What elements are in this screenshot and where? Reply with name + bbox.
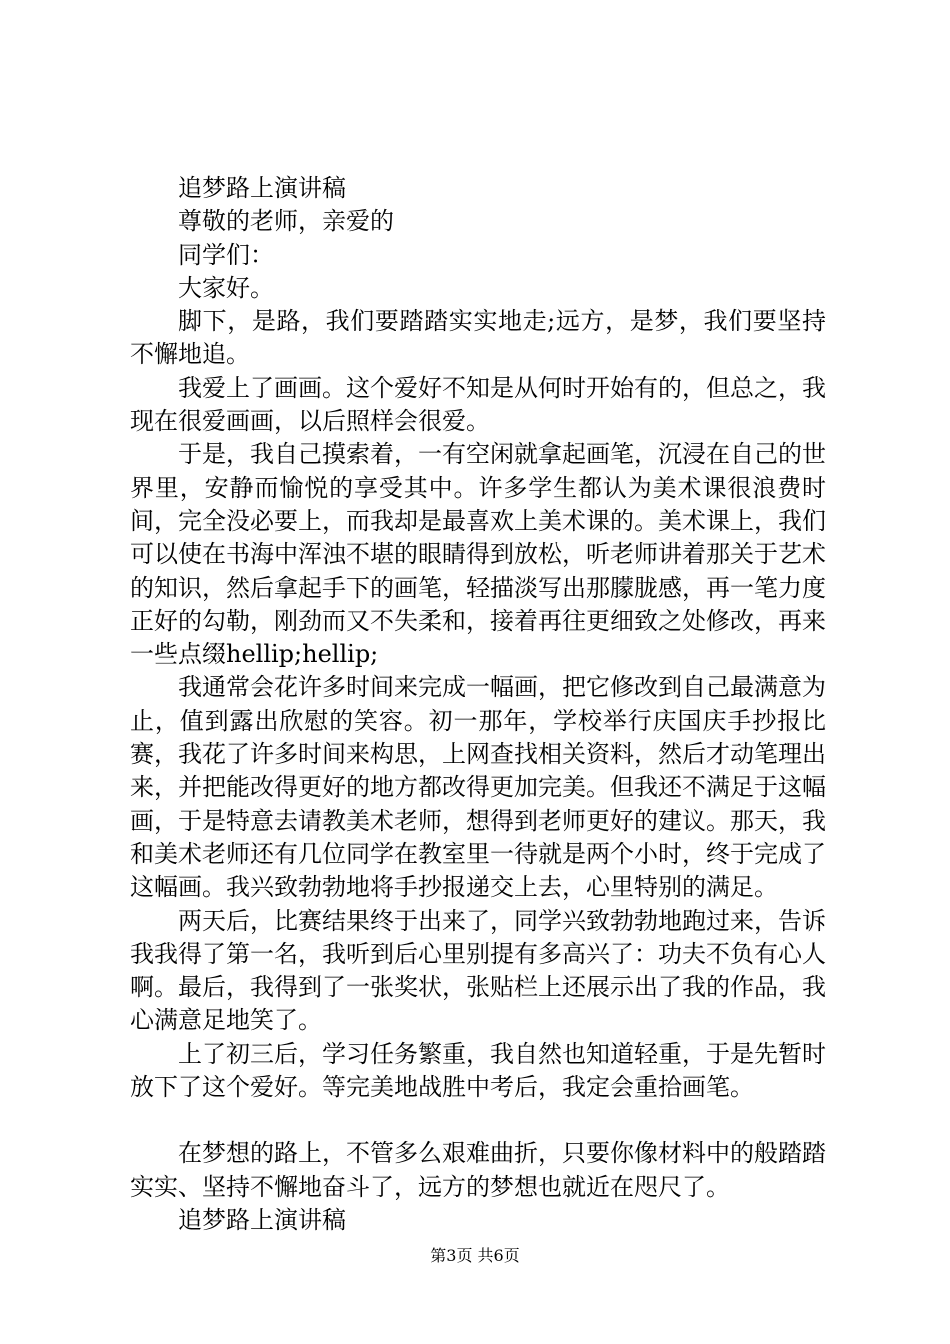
document-title: 追梦路上演讲稿 (178, 174, 346, 202)
salutation-line-1: 尊敬的老师，亲爱的 (178, 207, 394, 236)
document-body (130, 172, 826, 1237)
paragraph-6: 上了初三后，学习任务繁重，我自然也知道轻重，于是先暂时放下了这个爱好。等完美地战胜中考后，我定会重拾画笔。 (130, 1039, 826, 1102)
closing-title: 追梦路上演讲稿 (178, 1205, 346, 1234)
paragraph-3: 于是，我自己摸索着，一有空闲就拿起画笔，沉浸在自己的世界里，安静而愉悦的享受其中。许多学生都认为美术课很浪费时间，完全没必要上，而我却是最喜欢上美术课的。美术课上，我们可以使在书海中浑浊不堪的眼睛得到放松，听老师讲着那关于艺术的知识，然后拿起手下的画笔，轻描淡写出那朦胧感，再一笔力度正好的勾勒，刚劲而又不失柔和，接着再往更细致之处修改，再来一些点缀hellip;hellip; (130, 440, 826, 669)
paragraph-2: 我爱上了画画。这个爱好不知是从何时开始有的，但总之，我现在很爱画画，以后照样会很爱。 (130, 373, 826, 436)
paragraph-1: 脚下，是路，我们要踏踏实实地走;远方，是梦，我们要坚持不懈地追。 (130, 307, 826, 369)
paragraph-4: 我通常会花许多时间来完成一幅画，把它修改到自己最满意为止，值到露出欣慰的笑容。初一那年，学校举行庆国庆手抄报比赛，我花了许多时间来构思，上网查找相关资料，然后才动笔理出来，并把能改得更好的地方都改得更加完美。但我还不满足于这幅画，于是特意去请教美术老师，想得到老师更好的建议。那天，我和美术老师还有几位同学在教室里一待就是两个小时，终于完成了这幅画。我兴致勃勃地将手抄报递交上去，心里特别的满足。 (130, 673, 826, 902)
paragraph-5: 两天后，比赛结果终于出来了，同学兴致勃勃地跑过来，告诉我我得了第一名，我听到后心里别提有多高兴了：功夫不负有心人啊。最后，我得到了一张奖状，张贴栏上还展示出了我的作品，我心满意足地笑了。 (130, 906, 826, 1035)
greeting: 大家好。 (178, 273, 274, 302)
salutation-line-2: 同学们： (178, 240, 274, 269)
paragraph-7: 在梦想的路上，不管多么艰难曲折，只要你像材料中的般踏踏实实、坚持不懈地奋斗了，远方的梦想也就近在咫尺了。 (130, 1139, 826, 1201)
page-footer: 第3页 共6页 (430, 1246, 520, 1265)
